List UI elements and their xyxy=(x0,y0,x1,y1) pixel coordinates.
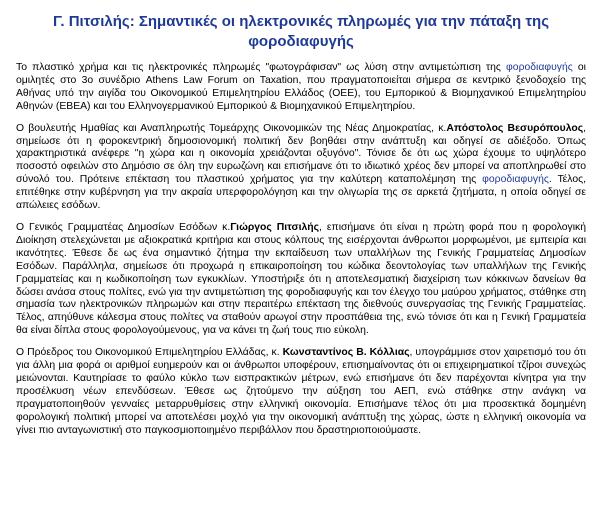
paragraph-text: Ο Γενικός Γραμματέας Δημοσίων Εσόδων κ. xyxy=(16,221,231,233)
paragraph-pitsilis xyxy=(16,222,586,338)
paragraph-text: Ο βουλευτής Ημαθίας και Αναπληρωτής Τομεάρχης Οικονομικών της Νέας Δημοκρατίας, κ. xyxy=(16,122,447,134)
speaker-name: Απόστολος Βεσυρόπουλος xyxy=(446,122,584,134)
paragraph-text: Το πλαστικό χρήμα και τις ηλεκτρονικές πληρωμές "φωτογράφισαν" ως λύση στην αντιμετώπιση της xyxy=(16,62,507,73)
paragraph-text: , σημείωσε ότι η φοροκεντρική δημοσιονομική πολιτική δεν βοηθάει στην ανάπτυξη και οδηγεί σε αδιέξοδο. Όπως χαρακτηριστικά ανέφερε "η χώρα και η οικονομία χρειάζονται οξυγόνο". Τόνισε δε ότι ως χώρα έχουμε το υψηλότερο ποσοστό οφειλών στο Δημόσιο σε όλη την ευρωζώνη και επισήμανε ότι το ιδιωτικό χρέος δεν μπορεί να αποπληρωθεί στο σύνολό του. Πρότεινε επέκταση του πλαστικού χρήματος για την καλύτερη καταπολέμηση της xyxy=(16,122,586,186)
tag-link-fofodiafygi[interactable]: φοροδιαφυγής xyxy=(506,62,573,73)
paragraph-intro xyxy=(16,62,586,114)
article-title: Γ. Πιτσιλής: Σημαντικές οι ηλεκτρονικές πληρωμές για την πάταξη της φοροδιαφυγής xyxy=(53,13,549,50)
paragraph-text: , επισήμανε ότι είναι η πρώτη φορά που η φορολογική Διοίκηση στελεχώνεται με αξιοκρατικά κριτήρια και στους κόλπους της εισέρχονται άνθρωποι μορφωμένοι, με εμπειρία και ικανότητες. Έθεσε δε ως ένα σημαντικό ζήτημα την εκπαίδευση των υπαλλήλων της Γενικής Γραμματείας Δημοσίων Εσόδων. Παράλληλα, σημείωσε ότι προχωρά η επικαιροποίηση του κώδικα δεοντολογίας των υπαλλήλων της Γενικής Γραμματείας και η κωδικοποίηση των εγκυκλίων. Υποστήριξε ότι η αποτελεσματική διαχείριση των κόκκινων δανείων θα δώσει ανάσα στους πολίτες, ενώ για την αντιμετώπιση της φοροδιαφυγής και τον έλεγχο του μαύρου χρήματος, στάθηκε στη σημασία των ηλεκτρονικών πληρωμών και στην περαιτέρω επέκταση της διεθνούς συνεργασίας της Γενικής Γραμματείας. Τέλος, απηύθυνε κάλεσμα στους πολίτες να σταθούν αρωγοί στην προσπάθεια της, ενώ τόνισε ότι και η Γενική Γραμματεία θα είναι δίπλα στους φορολογούμενους, για να κάνει τη ζωή τους πιο εύκολη. xyxy=(16,221,586,337)
paragraph-text: , υπογράμμισε στον χαιρετισμό του ότι για άλλη μια φορά οι αριθμοί ευημερούν και οι άνθρωποι υποφέρουν, επισημαίνοντας ότι οι επιχειρηματικοί τζίροι συνεχώς μειώνονται. Καυτηρίασε το φαύλο κύκλο των εισπρακτικών μέτρων, ενώ επισήμανε ότι δεν παρέχονται κίνητρα για την προσέλκυση νέων επενδύσεων. Έθεσε ως ζητούμενο την αύξηση του ΑΕΠ, ενώ στάθηκε στην ανάγκη να πραγματοποιηθούν γενναίες μεταρρυθμίσεις στην ελληνική οικονομία. Επισήμανε τέλος ότι μια προσεκτικά δομημένη φορολογική πολιτική μπορεί να αποτελέσει μοχλό για την οικονομική ανάπτυξη της χώρας, ώστε η ελληνική οικονομία να γίνει πιο ανταγωνιστική στο παγκοσμιοποιημένο περιβάλλον που δραστηριοποιούμαστε. xyxy=(16,347,586,436)
tag-link-fofodiafygi[interactable]: φοροδιαφυγής xyxy=(482,174,549,186)
speaker-name: Κωνσταντίνος Β. Κόλλιας xyxy=(282,347,410,359)
paragraph-kollias xyxy=(16,347,586,437)
paragraph-text: . Τέλος, επιτέθηκε στην κυβέρνηση για την ακραία υπερφορολόγηση και την ολιγωρία της σε αρκετά ζητήματα, η οποία οδηγεί σε απώλειες εσόδων. xyxy=(16,174,587,212)
paragraph-text: οι ομιλητές στο 3ο συνέδριο Athens Law Forum on Taxation, που πραγματοποιείται σήμερα σε κεντρικό ξενοδοχείο της Αθήνας υπό την αιγίδα του Οικονομικού Επιμελητηρίου Ελλάδος (ΟΕΕ), του Εμπορικού & Βιομηχανικού Επιμελητηρίου Αθηνών (ΕΒΕΑ) και του Ελληνογερμανικού Εμπορικού & Βιομηχανικού Επιμελητηρίου. xyxy=(16,62,586,112)
speaker-name: Γιώργος Πιτσιλής xyxy=(230,221,320,233)
paragraph-text: Ο Πρόεδρος του Οικονομικού Επιμελητηρίου Ελλάδας, κ. xyxy=(16,347,283,359)
paragraph-vesyropoulos xyxy=(16,123,586,213)
